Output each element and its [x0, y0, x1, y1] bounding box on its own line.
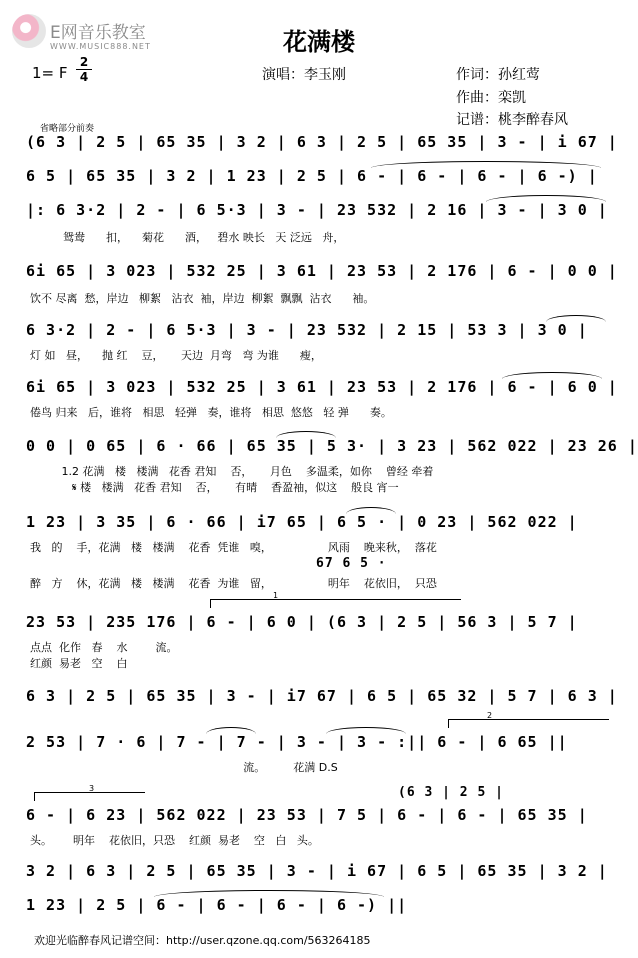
score-line: [26, 513, 606, 590]
notation: 6 - | 6 23 | 562 022 | 23 53 | 7 5 | 6 - | 6 - | 65 35 |: [26, 806, 588, 824]
volta-number: 2: [487, 711, 493, 720]
score-line: [26, 711, 606, 774]
volta-number: 1: [273, 591, 279, 600]
alternate-notation: (6 3 | 2 5 |: [398, 785, 504, 800]
notation: |: 6 3·2 | 2 - | 6 5·3 | 3 - | 23 532 | 2 16 | 3 - | 3 0 |: [26, 201, 608, 219]
score-line: [26, 591, 606, 670]
notation: 6i 65 | 3 023 | 532 25 | 3 61 | 23 53 | 2 176 | 6 - | 0 0 |: [26, 262, 618, 280]
notation: (6 3 | 2 5 | 65 35 | 3 2 | 6 3 | 2 5 | 65 35 | 3 - | i 67 |: [26, 133, 618, 151]
lyric-line: 倦鸟 归来 后，谁将 相思 轻弹 奏，谁将 相思 悠悠 轻 弹 奏。: [30, 406, 392, 419]
lyric-line: 流。 花满 D.S: [30, 761, 338, 774]
notation: 1 23 | 2 5 | 6 - | 6 - | 6 - | 6 -) ||: [26, 896, 408, 914]
notation: 0 0 | 0 65 | 6 · 66 | 65 35 | 5 3· | 3 23 | 562 022 | 23 26 |: [26, 437, 638, 455]
volta-bracket: [210, 591, 461, 608]
alternate-notation: 67 6 5 ·: [316, 556, 387, 571]
meter-top: 2: [79, 55, 89, 69]
footer-text: 欢迎光临醉春风记谱空间：http://user.qzone.qq.com/563264185: [34, 934, 371, 947]
score-line: [26, 687, 618, 705]
score-line: [26, 437, 638, 494]
notation: 3 2 | 6 3 | 2 5 | 65 35 | 3 - | i 67 | 6 5 | 65 35 | 3 2 |: [26, 862, 608, 880]
logo-url: WWW.MUSIC888.NET: [50, 42, 151, 51]
lyric-line: 灯 如 昼， 抛 红 豆， 天边 月弯 弯 为谁 瘦，: [30, 349, 333, 362]
lyric-line: 鸳鸯 扣， 菊花 酒， 碧水 映长 天 泛远 舟，: [56, 231, 355, 244]
singer-credit: 演唱：李玉刚: [262, 67, 346, 83]
composer-credit: 作曲：栾凯: [456, 90, 526, 106]
score-line: [26, 133, 618, 151]
prelude-note: 省略部分前奏: [40, 124, 95, 134]
lyric-line: 我 的 手，花满 楼 楼满 花香 凭谁 嗅， 风雨 晚来秋， 落花: [30, 541, 437, 554]
score-line: [26, 378, 618, 419]
lyric-line: 醉 方 休，花满 楼 楼满 花香 为谁 留， 明年 花依旧， 只恐: [30, 577, 437, 590]
notation: 6 3·2 | 2 - | 6 5·3 | 3 - | 23 532 | 2 15 | 53 3 | 3 0 |: [26, 321, 588, 339]
score-line: [26, 896, 606, 914]
score-line: [26, 262, 618, 305]
score-line: [26, 321, 606, 362]
score-line: [26, 167, 606, 185]
lyric-line: 1.2 花满 楼 楼满 花香 君知 否， 月色 多温柔，如你 曾经 牵着: [30, 465, 434, 478]
song-title: 花满楼: [283, 27, 355, 56]
score-line: [26, 784, 606, 847]
notation: 2 53 | 7 · 6 | 7 - | 7 - | 3 - | 3 - :|| 6 - | 6 65 ||: [26, 733, 568, 751]
score-line: [26, 862, 606, 880]
notation: 23 53 | 235 176 | 6 - | 6 0 | (6 3 | 2 5 | 56 3 | 5 7 |: [26, 613, 578, 631]
lyric-line: 点点 化作 春 水 流。: [30, 641, 178, 654]
volta-number: 3: [89, 784, 95, 793]
meter-bottom: 4: [79, 70, 89, 84]
notation: 6 5 | 65 35 | 3 2 | 1 23 | 2 5 | 6 - | 6 - | 6 - | 6 -) |: [26, 167, 598, 185]
transcriber-credit: 记谱：桃李醉春风: [456, 112, 568, 128]
key-signature: 1= F: [32, 64, 68, 82]
score-line: [26, 201, 608, 244]
lyric-line: 头。 明年 花依旧，只恐 红颜 易老 空 白 头。: [30, 834, 319, 847]
lyric-line: 红颜 易老 空 白: [30, 657, 128, 670]
notation: 6 3 | 2 5 | 65 35 | 3 - | i7 67 | 6 5 | 65 32 | 5 7 | 6 3 |: [26, 687, 618, 705]
notation: 6i 65 | 3 023 | 532 25 | 3 61 | 23 53 | 2 176 | 6 - | 6 0 |: [26, 378, 618, 396]
notation: 1 23 | 3 35 | 6 · 66 | i7 65 | 6 5 · | 0 23 | 562 022 |: [26, 513, 578, 531]
time-signature: [76, 56, 92, 83]
volta-bracket: [34, 784, 145, 801]
lyric-line: 𝄋 楼 楼满 花香 君知 否， 有晴 香盈袖，似这 般良 宵一: [30, 481, 399, 494]
lyricist-credit: 作词：孙红莺: [456, 67, 540, 83]
lyric-line: 饮不 尽离 愁，岸边 柳絮 沾衣 袖，岸边 柳絮 飘飘 沾衣 袖。: [30, 292, 375, 305]
volta-bracket: [448, 711, 609, 728]
logo-text: E网音乐教室: [50, 23, 146, 43]
